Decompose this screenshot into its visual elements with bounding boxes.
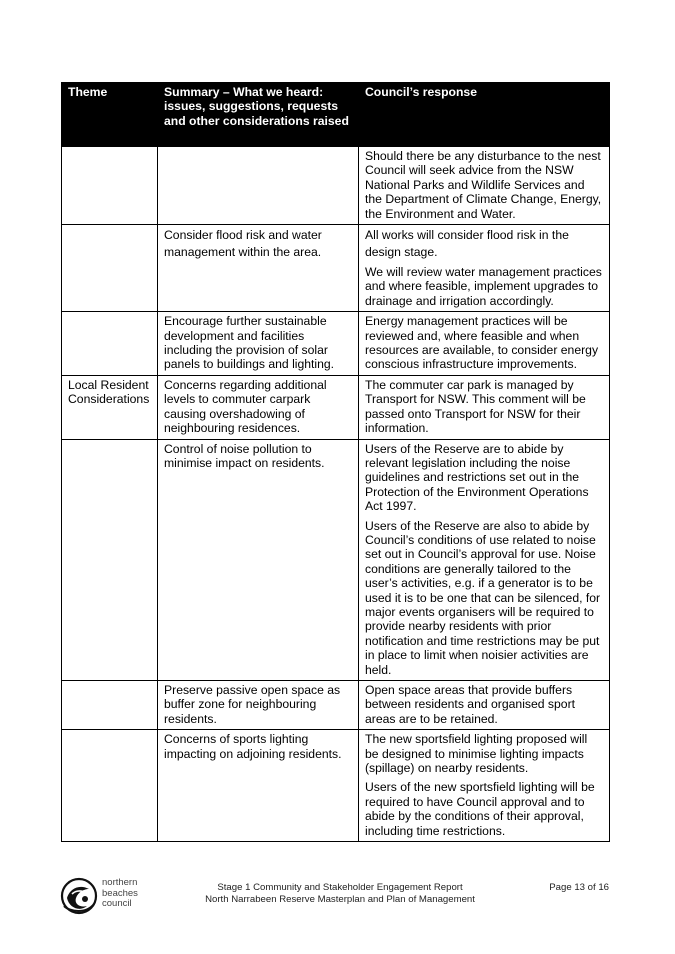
response-paragraph: Users of the Reserve are also to abide by Council’s conditions of use related to noise set out in Council’s approval for use. Noise conditions are generally tailored to the user’s activities, e.g. if a generator is to be used it is to be one that can be silenced, for major events organisers will be required to provide nearby residents with prior notification and time restrictions may be put in place to limit when noisier activities are held. [365,518,601,677]
header-response: Council’s response [359,83,610,147]
table-row [62,147,610,225]
summary-cell: Preserve passive open space as buffer zone for neighbouring residents. [158,681,359,730]
footer-report-title: Stage 1 Community and Stakeholder Engagement Report North Narrabeen Reserve Masterplan and Plan of Management [205,882,475,905]
table-row [62,312,610,376]
response-paragraph: All works will consider flood risk in the design stage. [365,228,569,259]
theme-cell [62,681,158,730]
table-row [62,375,610,439]
response-cell [359,147,610,225]
response-paragraph: Should there be any disturbance to the nest Council will seek advice from the NSW National Parks and Wildlife Services and the Department of Climate Change, Energy, the Environment and Water. [365,149,602,221]
theme-cell [62,225,158,312]
response-cell [359,375,610,439]
response-cell [359,439,610,681]
theme-cell [62,439,158,681]
response-cell [359,730,610,842]
theme-cell: Local Resident Considerations [62,375,158,439]
summary-cell: Encourage further sustainable development and facilities including the provision of solar panels to buildings and lighting. [158,312,359,376]
table-row [62,681,610,730]
table-row [62,730,610,842]
theme-cell [62,312,158,376]
table-row [62,439,610,681]
response-paragraph: Users of the Reserve are to abide by relevant legislation including the noise guidelines and restrictions set out in the Protection of the Environment Operations Act 1997. [365,441,589,514]
response-cell [359,681,610,730]
response-paragraph: We will review water management practices and where feasible, implement upgrades to drainage and irrigation accordingly. [365,265,602,308]
response-paragraph: Open space areas that provide buffers between residents and organised sport areas are to be retained. [365,683,576,726]
theme-cell [62,147,158,225]
summary-cell: Concerns of sports lighting impacting on adjoining residents. [158,730,359,842]
table-header-row [62,83,610,147]
summary-cell [158,147,359,225]
logo-wordmark: northern beaches council [102,877,138,909]
table-row [62,225,610,312]
header-theme: Theme [62,83,158,147]
response-cell [359,225,610,312]
header-summary: Summary – What we heard: issues, suggestions, requests and other considerations raised [158,83,359,147]
summary-cell: Consider flood risk and water management within the area. [158,225,359,312]
page-footer [0,874,675,924]
response-cell [359,312,610,376]
response-paragraph: Users of the new sportsfield lighting will be required to have Council approval and to abide by the conditions of their approval, including time restrictions. [365,780,595,838]
northern-beaches-logo-icon [58,876,100,916]
response-paragraph: The new sportsfield lighting proposed will be designed to minimise lighting impacts (spillage) on nearby residents. [365,732,588,776]
summary-cell: Concerns regarding additional levels to commuter carpark causing overshadowing of neighbouring residences. [158,375,359,439]
response-paragraph: The commuter car park is managed by Transport for NSW. This comment will be passed onto Transport for NSW for their information. [365,377,586,436]
response-paragraph: Energy management practices will be reviewed and, where feasible and when resources are available, to consider energy conscious infrastructure improvements. [365,314,599,372]
theme-cell [62,730,158,842]
page-number: Page 13 of 16 [549,882,609,893]
engagement-table [61,82,610,842]
summary-cell: Control of noise pollution to minimise impact on residents. [158,439,359,681]
